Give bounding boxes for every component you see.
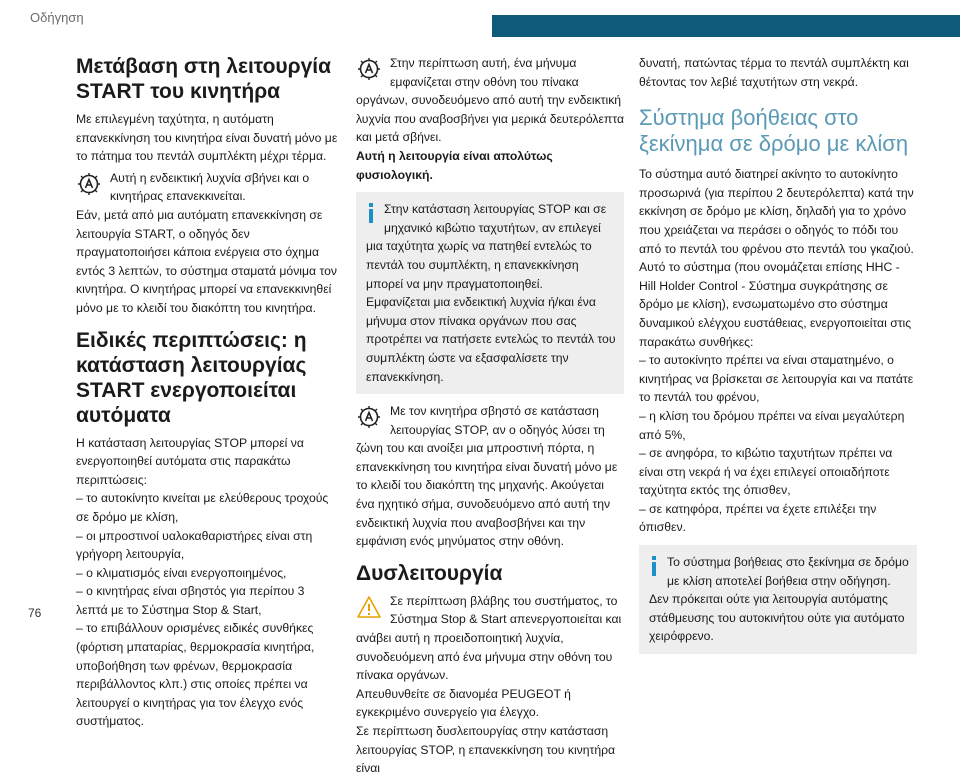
paragraph: δυνατή, πατώντας τέρμα το πεντάλ συμπλέκτη και θέτοντας τον λεβιέ ταχυτήτων στη νεκρά. [639,56,909,89]
list-item: – οι μπροστινοί υαλοκαθαριστήρες είναι στη γρήγορη λειτουργία, [76,528,313,562]
info-note [356,192,624,394]
column-2 [356,54,624,778]
paragraph: Σε περίπτωση δυσλειτουργίας στην κατάσταση λειτουργίας STOP, η επανεκκίνηση του κινητήρα είναι [356,724,616,776]
warning-triangle-icon [356,594,382,620]
list-item: – το επιβάλλουν ορισμένες ειδικές συνθήκες (φόρτιση μπαταρίας, θερμοκρασία κινητήρα, υποβοήθηση των φρένων, θερμοκρασία περιβάλλοντος κλπ.) στις οποίες πρέπει να λειτουργεί ο κινητήρας για τον έλεγχο ενός συστήματος. [76,621,315,729]
stop-start-a-icon [76,171,102,197]
note-text: Στην κατάσταση λειτουργίας STOP και σε μηχανικό κιβώτιο ταχυτήτων, αν επιλεγεί μια ταχύτητα χωρίς να πατηθεί εντελώς το πεντάλ του συμπλέκτη, η επανεκκίνηση μπορεί να μην πραγματοποιηθεί. [366,202,607,291]
heading-start-mode: Μετάβαση στη λειτουργία START του κινητήρα [76,55,332,103]
list-item: – το αυτοκίνητο πρέπει να είναι σταματημένο, ο κινητήρας να βρίσκεται σε λειτουργία και να πατάτε το πεντάλ του φρένου, [639,353,914,405]
header-bar [492,15,960,37]
heading-malfunction: Δυσλειτουργία [356,561,503,585]
paragraph: Με επιλεγμένη ταχύτητα, η αυτόματη επανεκκίνηση του κινητήρα είναι δυνατή μόνο με το πάτημα του πεντάλ συμπλέκτη μέχρι τέρμα. [76,112,338,164]
paragraph: Η κατάσταση λειτουργίας STOP μπορεί να ενεργοποιηθεί αυτόματα στις παρακάτω περιπτώσεις: [76,435,304,487]
stop-start-a-icon [356,404,382,430]
paragraph: Αυτή η ενδεικτική λυχνία σβήνει και ο κινητήρας επανεκκινείται. [110,170,310,204]
paragraph-bold: Αυτή η λειτουργία είναι απολύτως φυσιολογική. [356,148,553,182]
paragraph: Με τον κινητήρα σβηστό σε κατάσταση λειτουργίας STOP, αν ο οδηγός λύσει τη ζώνη του και ανοίξει μια μπροστινή πόρτα, η επανεκκίνηση του κινητήρα είναι δυνατή μόνο με το κλειδί του διακόπτη της μηχανής. Ακούγεται ένα ηχητικό σήμα, συνοδευόμενο από αυτή την ενδεικτική λυχνία που αναβοσβήνει και την εμφάνιση ενός μηνύματος στην οθόνη. [356,404,618,549]
list-item: – σε κατηφόρα, πρέπει να έχετε επιλέξει την όπισθεν. [639,501,877,535]
info-icon [366,203,376,223]
info-note [639,545,917,654]
list-item: – ο κινητήρας είναι σβηστός για περίπου 3 λεπτά με το Σύστημα Stop & Start, [76,584,305,617]
page-number: 76 [28,606,42,620]
heading-special-cases: Ειδικές περιπτώσεις: η κατάσταση λειτουργίας START ενεργοποιείται αυτόματα [76,328,307,427]
note-text: Το σύστημα βοήθειας στο ξεκίνημα σε δρόμο με κλίση αποτελεί βοήθεια στην οδήγηση. Δεν πρόκειται ούτε για λειτουργία αυτόματης στάθμευσης του αυτοκινήτου ούτε για αυτόματο χειρόφρενο. [649,555,909,644]
heading-hill-start-assist: Σύστημα βοήθειας στο ξεκίνημα σε δρόμο με κλίση [639,105,909,157]
paragraph: Αυτό το σύστημα (που ονομάζεται επίσης HHC - Hill Holder Control - Σύστημα συγκράτησης σε δρόμο με κλίση), ενσωματωμένο στο σύστημα δυναμικού ελέγχου ευστάθειας, ενεργοποιείται στις παρακάτω συνθήκες: [639,260,912,349]
section-label: Οδήγηση [30,10,84,25]
list-item: – σε ανηφόρα, το κιβώτιο ταχυτήτων πρέπει να είναι στη νεκρά ή να έχει επιλεγεί οποιαδήποτε ταχύτητα εκτός της όπισθεν, [639,446,893,498]
column-3 [639,54,917,662]
note-text: Εμφανίζεται μια ενδεικτική λυχνία ή/και ένα μήνυμα στον πίνακα οργάνων που σας προτρέπει να πατήσετε εντελώς το πεντάλ του συμπλέκτη ώστε να εξασφαλίσετε την επανεκκίνηση. [366,295,616,384]
list-item: – το αυτοκίνητο κινείται με ελεύθερους τροχούς σε δρόμο με κλίση, [76,491,329,524]
column-1 [76,54,338,731]
stop-start-a-icon [356,56,382,82]
paragraph: Εάν, μετά από μια αυτόματη επανεκκίνηση σε λειτουργία START, ο οδηγός δεν πραγματοποιήσει κάποια ενέργεια στο όχημα εντός 3 λεπτών, το σύστημα σταματά μόνιμα τον κινητήρα. Ο κινητήρας μπορεί να επανεκκινηθεί μόνο με το κλειδί του διακόπτη του κινητήρα. [76,207,337,315]
list-item: – η κλίση του δρόμου πρέπει να είναι μεγαλύτερη από 5%, [639,408,905,442]
paragraph: Σε περίπτωση βλάβης του συστήματος, το Σύστημα Stop & Start απενεργοποιείται και ανάβει αυτή η προειδοποιητική λυχνία, συνοδευόμενη από ένα μήνυμα στην οθόνη του πίνακα οργάνων. [356,593,622,683]
paragraph: Το σύστημα αυτό διατηρεί ακίνητο το αυτοκίνητο προσωρινά (για περίπου 2 δευτερόλεπτα) κατά την εκκίνηση σε δρόμο με κλίση, δηλαδή για το χρόνο που χρειάζεται να περάσει ο οδηγός το πόδι του από το πεντάλ του φρένου στο πεντάλ του γκαζιού. [639,167,914,256]
info-icon [649,556,659,576]
paragraph: Απευθυνθείτε σε διανομέα PEUGEOT ή εγκεκριμένο συνεργείο για έλεγχο. [356,686,571,720]
paragraph: Στην περίπτωση αυτή, ένα μήνυμα εμφανίζεται στην οθόνη του πίνακα οργάνων, συνοδευόμενο από αυτή την ενδεικτική λυχνία που αναβοσβήνει για μερικά δευτερόλεπτα και μετά σβήνει. [356,56,625,145]
list-item: – ο κλιματισμός είναι ενεργοποιημένος, [76,565,287,580]
